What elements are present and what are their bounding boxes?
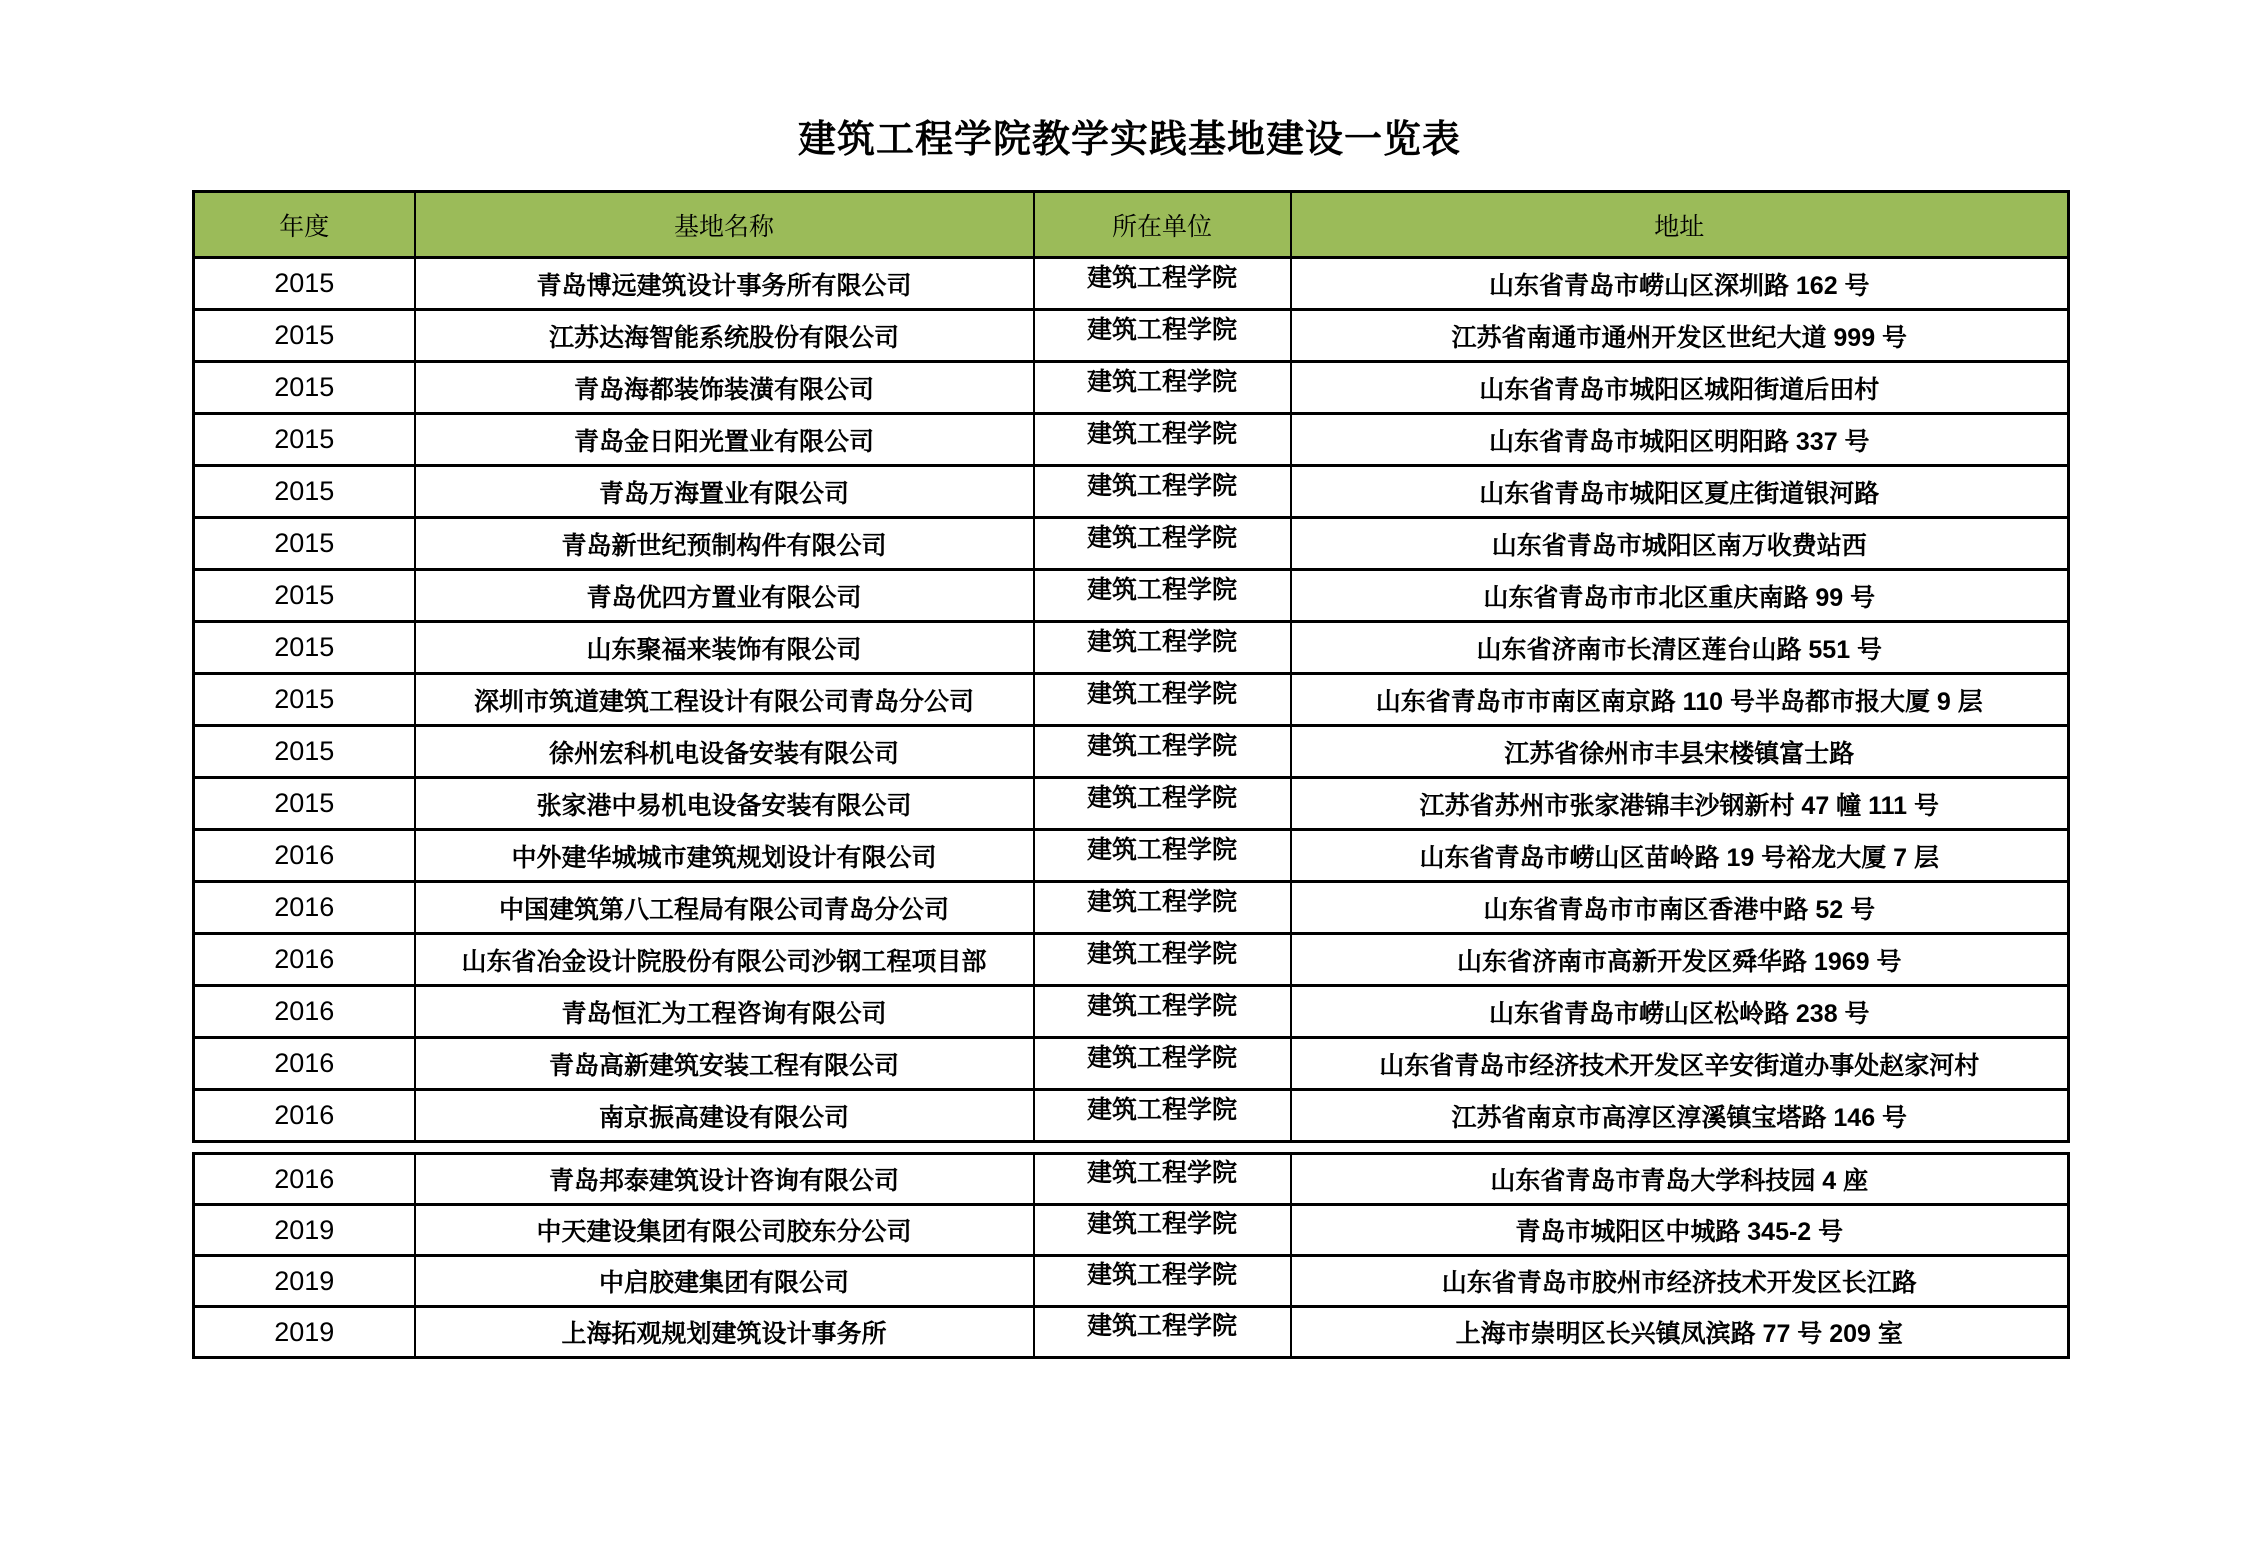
year-cell: 2015 <box>194 518 415 570</box>
column-header-year: 年度 <box>194 192 415 258</box>
table-row <box>194 1090 2069 1142</box>
year-cell: 2015 <box>194 622 415 674</box>
base-name-cell: 中启胶建集团有限公司 <box>415 1256 1034 1307</box>
base-name-cell: 南京振高建设有限公司 <box>415 1090 1034 1142</box>
year-cell: 2019 <box>194 1307 415 1358</box>
base-name-cell: 上海拓观规划建筑设计事务所 <box>415 1307 1034 1358</box>
address-cell: 江苏省南京市高淳区淳溪镇宝塔路 146 号 <box>1291 1090 2069 1142</box>
address-cell: 山东省济南市高新开发区舜华路 1969 号 <box>1291 934 2069 986</box>
year-cell: 2016 <box>194 934 415 986</box>
base-name-cell: 中国建筑第八工程局有限公司青岛分公司 <box>415 882 1034 934</box>
unit-cell: 建筑工程学院 <box>1034 1205 1291 1256</box>
table-row <box>194 466 2069 518</box>
table-row <box>194 1038 2069 1090</box>
base-name-cell: 中天建设集团有限公司胶东分公司 <box>415 1205 1034 1256</box>
address-cell: 山东省青岛市城阳区城阳街道后田村 <box>1291 362 2069 414</box>
unit-cell: 建筑工程学院 <box>1034 778 1291 830</box>
address-cell: 山东省青岛市青岛大学科技园 4 座 <box>1291 1154 2069 1205</box>
table-row <box>194 830 2069 882</box>
address-cell: 山东省青岛市崂山区苗岭路 19 号裕龙大厦 7 层 <box>1291 830 2069 882</box>
unit-cell: 建筑工程学院 <box>1034 830 1291 882</box>
year-cell: 2016 <box>194 1090 415 1142</box>
unit-cell: 建筑工程学院 <box>1034 1256 1291 1307</box>
column-header-name: 基地名称 <box>415 192 1034 258</box>
year-cell: 2015 <box>194 362 415 414</box>
table-row <box>194 258 2069 310</box>
base-name-cell: 青岛优四方置业有限公司 <box>415 570 1034 622</box>
address-cell: 山东省青岛市市南区香港中路 52 号 <box>1291 882 2069 934</box>
year-cell: 2015 <box>194 778 415 830</box>
address-cell: 山东省青岛市城阳区夏庄街道银河路 <box>1291 466 2069 518</box>
base-name-cell: 青岛恒汇为工程咨询有限公司 <box>415 986 1034 1038</box>
table-row <box>194 310 2069 362</box>
base-name-cell: 青岛邦泰建筑设计咨询有限公司 <box>415 1154 1034 1205</box>
base-name-cell: 青岛海都装饰装潢有限公司 <box>415 362 1034 414</box>
address-cell: 山东省青岛市城阳区南万收费站西 <box>1291 518 2069 570</box>
table-row <box>194 882 2069 934</box>
year-cell: 2015 <box>194 726 415 778</box>
address-cell: 上海市崇明区长兴镇凤滨路 77 号 209 室 <box>1291 1307 2069 1358</box>
table-row <box>194 986 2069 1038</box>
address-cell: 山东省青岛市市南区南京路 110 号半岛都市报大厦 9 层 <box>1291 674 2069 726</box>
base-name-cell: 张家港中易机电设备安装有限公司 <box>415 778 1034 830</box>
base-name-cell: 深圳市筑道建筑工程设计有限公司青岛分公司 <box>415 674 1034 726</box>
unit-cell: 建筑工程学院 <box>1034 1090 1291 1142</box>
address-cell: 山东省青岛市城阳区明阳路 337 号 <box>1291 414 2069 466</box>
year-cell: 2016 <box>194 986 415 1038</box>
unit-cell: 建筑工程学院 <box>1034 882 1291 934</box>
base-name-cell: 江苏达海智能系统股份有限公司 <box>415 310 1034 362</box>
practice-base-table-section-2 <box>192 1152 2070 1359</box>
column-header-address: 地址 <box>1291 192 2069 258</box>
year-cell: 2015 <box>194 310 415 362</box>
address-cell: 山东省济南市长清区莲台山路 551 号 <box>1291 622 2069 674</box>
table-row <box>194 570 2069 622</box>
table-row <box>194 362 2069 414</box>
unit-cell: 建筑工程学院 <box>1034 1307 1291 1358</box>
table-row <box>194 1154 2069 1205</box>
base-name-cell: 山东聚福来装饰有限公司 <box>415 622 1034 674</box>
table-row <box>194 1256 2069 1307</box>
year-cell: 2016 <box>194 882 415 934</box>
year-cell: 2019 <box>194 1256 415 1307</box>
unit-cell: 建筑工程学院 <box>1034 622 1291 674</box>
unit-cell: 建筑工程学院 <box>1034 362 1291 414</box>
base-name-cell: 青岛高新建筑安装工程有限公司 <box>415 1038 1034 1090</box>
base-name-cell: 徐州宏科机电设备安装有限公司 <box>415 726 1034 778</box>
year-cell: 2015 <box>194 466 415 518</box>
table-header-row <box>194 192 2069 258</box>
practice-base-table-section-1 <box>192 190 2070 1143</box>
table-row <box>194 1205 2069 1256</box>
year-cell: 2015 <box>194 674 415 726</box>
year-cell: 2015 <box>194 258 415 310</box>
address-cell: 江苏省苏州市张家港锦丰沙钢新村 47 幢 111 号 <box>1291 778 2069 830</box>
address-cell: 江苏省南通市通州开发区世纪大道 999 号 <box>1291 310 2069 362</box>
table-row <box>194 934 2069 986</box>
document-title: 建筑工程学院教学实践基地建设一览表 <box>797 119 1461 161</box>
unit-cell: 建筑工程学院 <box>1034 1038 1291 1090</box>
address-cell: 山东省青岛市经济技术开发区辛安街道办事处赵家河村 <box>1291 1038 2069 1090</box>
unit-cell: 建筑工程学院 <box>1034 674 1291 726</box>
base-name-cell: 青岛金日阳光置业有限公司 <box>415 414 1034 466</box>
year-cell: 2016 <box>194 1154 415 1205</box>
address-cell: 山东省青岛市市北区重庆南路 99 号 <box>1291 570 2069 622</box>
table-row <box>194 726 2069 778</box>
unit-cell: 建筑工程学院 <box>1034 1154 1291 1205</box>
unit-cell: 建筑工程学院 <box>1034 934 1291 986</box>
table-row <box>194 674 2069 726</box>
unit-cell: 建筑工程学院 <box>1034 466 1291 518</box>
address-cell: 青岛市城阳区中城路 345-2 号 <box>1291 1205 2069 1256</box>
unit-cell: 建筑工程学院 <box>1034 518 1291 570</box>
address-cell: 山东省青岛市崂山区松岭路 238 号 <box>1291 986 2069 1038</box>
unit-cell: 建筑工程学院 <box>1034 726 1291 778</box>
unit-cell: 建筑工程学院 <box>1034 414 1291 466</box>
address-cell: 山东省青岛市崂山区深圳路 162 号 <box>1291 258 2069 310</box>
year-cell: 2015 <box>194 414 415 466</box>
table-row <box>194 414 2069 466</box>
unit-cell: 建筑工程学院 <box>1034 310 1291 362</box>
base-name-cell: 青岛新世纪预制构件有限公司 <box>415 518 1034 570</box>
table-row <box>194 778 2069 830</box>
address-cell: 山东省青岛市胶州市经济技术开发区长江路 <box>1291 1256 2069 1307</box>
table-row <box>194 518 2069 570</box>
year-cell: 2016 <box>194 1038 415 1090</box>
practice-base-tables <box>192 190 2067 1359</box>
unit-cell: 建筑工程学院 <box>1034 986 1291 1038</box>
base-name-cell: 中外建华城城市建筑规划设计有限公司 <box>415 830 1034 882</box>
unit-cell: 建筑工程学院 <box>1034 258 1291 310</box>
base-name-cell: 青岛万海置业有限公司 <box>415 466 1034 518</box>
table-row <box>194 1307 2069 1358</box>
year-cell: 2015 <box>194 570 415 622</box>
base-name-cell: 山东省冶金设计院股份有限公司沙钢工程项目部 <box>415 934 1034 986</box>
year-cell: 2019 <box>194 1205 415 1256</box>
year-cell: 2016 <box>194 830 415 882</box>
unit-cell: 建筑工程学院 <box>1034 570 1291 622</box>
address-cell: 江苏省徐州市丰县宋楼镇富士路 <box>1291 726 2069 778</box>
base-name-cell: 青岛博远建筑设计事务所有限公司 <box>415 258 1034 310</box>
column-header-unit: 所在单位 <box>1034 192 1291 258</box>
table-row <box>194 622 2069 674</box>
